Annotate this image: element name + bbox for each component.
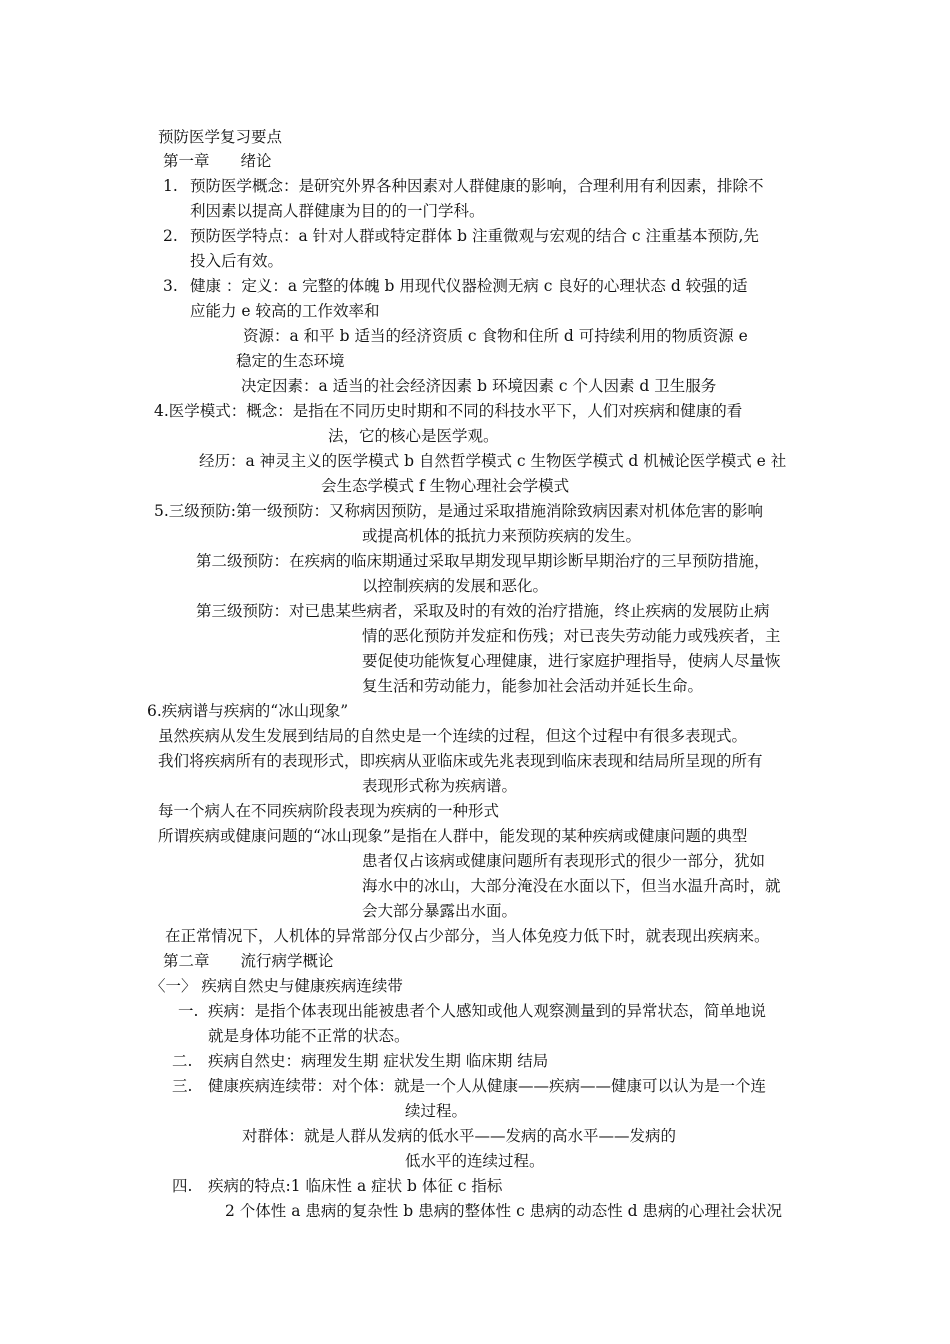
- section-1-item-4-line-1: 疾病的特点:1 临床性 a 症状 b 体征 c 指标: [208, 1177, 503, 1195]
- item-5-line-7: 要促使功能恢复心理健康，进行家庭护理指导，使病人尽量恢: [362, 652, 781, 670]
- item-6-line-5: 每一个病人在不同疾病阶段表现为疾病的一种形式: [158, 802, 500, 820]
- doc-title: 预防医学复习要点: [158, 128, 283, 146]
- item-4-line-2: 法，它的核心是医学观。: [328, 427, 499, 445]
- item-4-line-3: 经历：a 神灵主义的医学模式 b 自然哲学模式 c 生物医学模式 d 机械论医学模式 e 社: [199, 452, 787, 470]
- item-2-line-1: 预防医学特点：a 针对人群或特定群体 b 注重微观与宏观的结合 c 注重基本预防,先: [190, 227, 759, 245]
- item-6-line-6: 所谓疾病或健康问题的“冰山现象”是指在人群中，能发现的某种疾病或健康问题的典型: [158, 827, 748, 845]
- item-2-line-2: 投入后有效。: [190, 252, 284, 270]
- item-5-line-3: 第二级预防：在疾病的临床期通过采取早期发现早期诊断早期治疗的三早预防措施，: [196, 552, 770, 570]
- item-6-line-10: 在正常情况下，人机体的异常部分仅占少部分，当人体免疫力低下时，就表现出疾病来。: [165, 927, 770, 945]
- item-6-line-7: 患者仅占该病或健康问题所有表现形式的很少一部分，犹如: [362, 852, 766, 870]
- item-5-line-2: 或提高机体的抵抗力来预防疾病的发生。: [362, 527, 642, 545]
- item-6-line-9: 会大部分暴露出水面。: [362, 902, 518, 920]
- item-number: 一.: [178, 1002, 199, 1020]
- section-1-item-3-line-2: 续过程。: [405, 1102, 468, 1120]
- item-3-line-5: 决定因素：a 适当的社会经济因素 b 环境因素 c 个人因素 d 卫生服务: [241, 377, 717, 395]
- item-number: 二.: [172, 1052, 193, 1070]
- section-1-item-3-line-4: 低水平的连续过程。: [405, 1152, 545, 1170]
- section-1-item-1-line-1: 疾病：是指个体表现出能被患者个人感知或他人观察测量到的异常状态，简单地说: [208, 1002, 767, 1020]
- section-1-item-4-line-2: 2 个体性 a 患病的复杂性 b 患病的整体性 c 患病的动态性 d 患病的心理社会状况: [225, 1202, 782, 1220]
- item-5-line-4: 以控制疾病的发展和恶化。: [362, 577, 549, 595]
- item-4-line-4: 会生态学模式 f 生物心理社会学模式: [321, 477, 570, 495]
- section-1-heading: 〈一〉 疾病自然史与健康疾病连续带: [150, 977, 403, 995]
- item-3-line-1: 健康 ：定义：a 完整的体魄 b 用现代仪器检测无病 c 良好的心理状态 d 较强的适: [190, 277, 748, 295]
- item-5-line-1: 5.三级预防:第一级预防：又称病因预防，是通过采取措施消除致病因素对机体危害的影响: [154, 502, 764, 520]
- section-1-item-1-line-2: 就是身体功能不正常的状态。: [208, 1027, 410, 1045]
- section-1-item-2-line-1: 疾病自然史：病理发生期 症状发生期 临床期 结局: [208, 1052, 549, 1070]
- item-6-heading: 6.疾病谱与疾病的“冰山现象”: [147, 702, 349, 720]
- chapter-1-heading: 第一章 绪论: [163, 152, 272, 170]
- item-3-line-4: 稳定的生态环境: [236, 352, 345, 370]
- item-1-line-1: 预防医学概念：是研究外界各种因素对人群健康的影响，合理利用有利因素，排除不: [190, 177, 764, 195]
- item-number: 四.: [172, 1177, 193, 1195]
- item-number: 1.: [163, 177, 178, 195]
- item-5-line-5: 第三级预防：对已患某些病者，采取及时的有效的治疗措施，终止疾病的发展防止病: [196, 602, 770, 620]
- chapter-2-heading: 第二章 流行病学概论: [163, 952, 334, 970]
- item-4-line-1: 4.医学模式：概念：是指在不同历史时期和不同的科技水平下，人们对疾病和健康的看: [154, 402, 743, 420]
- item-6-line-2: 虽然疾病从发生发展到结局的自然史是一个连续的过程，但这个过程中有很多表现式。: [158, 727, 748, 745]
- item-6-line-4: 表现形式称为疾病谱。: [362, 777, 518, 795]
- item-number: 3.: [163, 277, 178, 295]
- item-1-line-2: 利因素以提高人群健康为目的的一门学科。: [190, 202, 485, 220]
- item-3-line-2: 应能力 e 较高的工作效率和: [190, 302, 380, 320]
- section-1-item-3-line-3: 对群体：就是人群从发病的低水平——发病的高水平——发病的: [242, 1127, 677, 1145]
- section-1-item-3-line-1: 健康疾病连续带：对个体：就是一个人从健康——疾病——健康可以认为是一个连: [208, 1077, 767, 1095]
- item-6-line-3: 我们将疾病所有的表现形式，即疾病从亚临床或先兆表现到临床表现和结局所呈现的所有: [158, 752, 763, 770]
- item-5-line-6: 情的恶化预防并发症和伤残；对已丧失劳动能力或残疾者，主: [362, 627, 781, 645]
- item-3-line-3: 资源：a 和平 b 适当的经济资质 c 食物和住所 d 可持续利用的物质资源 e: [243, 327, 748, 345]
- item-number: 2.: [163, 227, 178, 245]
- item-6-line-8: 海水中的冰山，大部分淹没在水面以下，但当水温升高时，就: [362, 877, 781, 895]
- item-number: 三.: [172, 1077, 193, 1095]
- item-5-line-8: 复生活和劳动能力，能参加社会活动并延长生命。: [362, 677, 704, 695]
